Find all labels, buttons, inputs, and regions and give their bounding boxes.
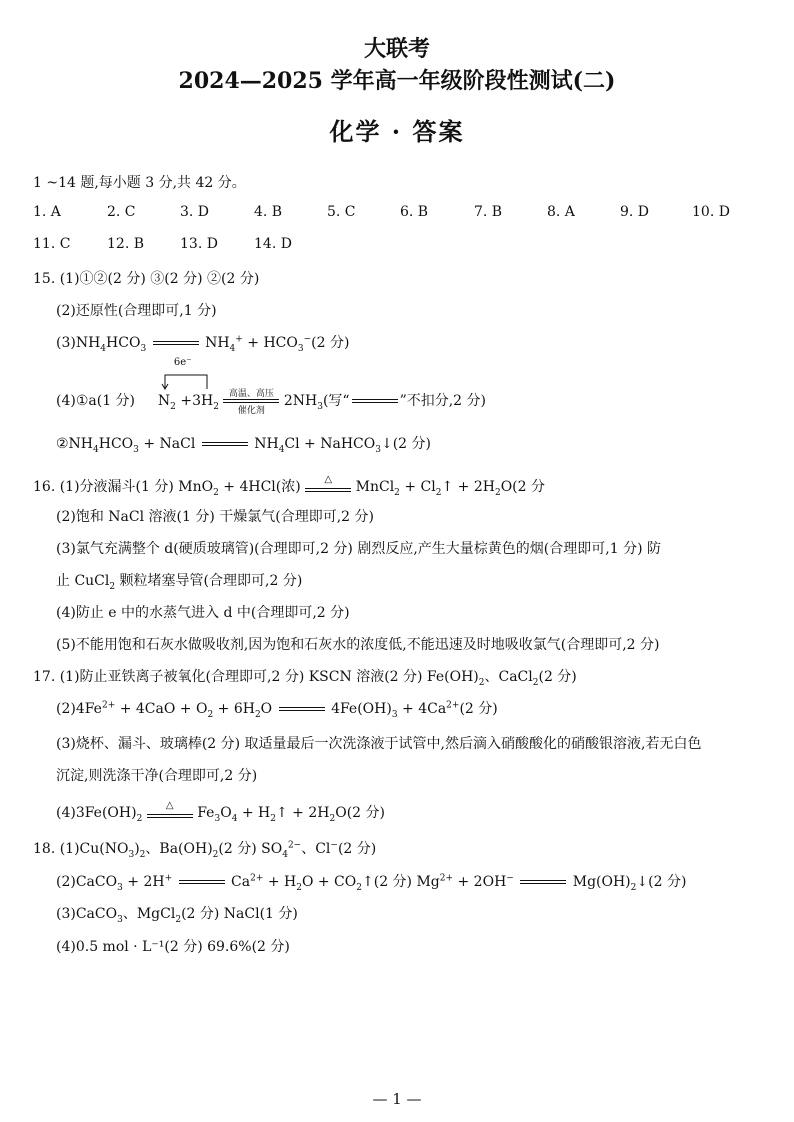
equals-sign [279,702,325,716]
q16-line-6: (5)不能用饱和石灰水做吸收剂,因为饱和石灰水的浓度低,不能迅速及时地吸收氯气(合理即可,2 分) [56,637,660,653]
q17-line-2: $(2)4Fe^{2+} + 4CaO + O_2 + 6H_2O$ $4Fe(OH)_3 + 4Ca^{2+}(2$ 分) [56,700,498,720]
electron-transfer-arrow-icon [161,367,211,391]
q18-line-1: 18. $(1)Cu(NO_3)_2$、$Ba(OH)_2(2$ 分) $SO_4^{2-}$、Cl−(2 分) [33,840,377,860]
exam-name: 大联考 [363,36,430,62]
mc-answer: 14. D [254,236,292,252]
q15-line-2: (2)还原性(合理即可,1 分) [56,303,217,319]
mc-answer: 7. B [474,204,503,220]
page-number: — 1 — [372,1090,422,1108]
q16-line-2: (2)饱和 NaCl 溶液(1 分) 干燥氯气(合理即可,2 分) [56,509,374,525]
reaction-condition: 高温、高压 催化剂 [223,386,279,416]
equals-sign [153,336,199,350]
mc-answer: 11. C [33,236,71,252]
q18-line-3: (3)CaCO$_3$、MgCl$_2$(2 分) NaCl(1 分) [56,906,298,925]
equals-sign [520,875,566,889]
q16-line-3: (3)氯气充满整个 d(硬质玻璃管)(合理即可,2 分) 剧烈反应,产生大量棕黄色的烟(合理即可,1 分) 防 [56,541,661,557]
equals-sign [179,875,225,889]
mc-answer: 9. D [620,204,650,220]
q17-line-5: $(4)3Fe(OH)_2$ △ $Fe_3O_4$ + $H_2↑ + 2H_2O(2$ 分) [56,800,385,826]
q16-line-1: 16. (1)分液漏斗(1 分) MnO$_2$ + 4HCl(浓) △ MnCl$_2$ + $Cl_2↑ + 2H_2O(2$ 分 [33,474,545,500]
q18-line-4: (4)0.5 mol · L⁻¹(2 分) 69.6%(2 分) [56,939,290,955]
q16-line-5: (4)防止 e 中的水蒸气进入 d 中(合理即可,2 分) [56,605,350,621]
mc-answer: 1. A [33,204,61,220]
q18-line-2: (2)CaCO$_3$ + 2H+ $Ca^{2+} + H_2O$ + $CO_2↑(2$ 分) $Mg^{2+} + 2OH^-$ $Mg(OH)_2↓(2$ 分) [56,873,687,893]
mc-answer: 4. B [254,204,283,220]
mc-answer: 12. B [107,236,145,252]
answer-subtitle: 化学 · 答案 [329,117,465,146]
heating-condition: △ [147,800,193,826]
q17-line-3: (3)烧杯、漏斗、玻璃棒(2 分) 取适量最后一次洗涤液于试管中,然后滴入硝酸酸化的硝酸银溶液,若无白色 [56,736,702,752]
mc-answer: 5. C [327,204,356,220]
mc-answer: 2. C [107,204,136,220]
mc-answer: 10. D [692,204,730,220]
q15-line-1: 15. (1)①②(2 分) ③(2 分) ②(2 分) [33,271,260,287]
electron-transfer-label: 6e⁻ [173,357,192,368]
q15-line-3: $(3)NH_4HCO_3$ $NH_4^+ + HCO_3^-(2$ 分) [56,334,350,354]
mc-intro: 1 ~14 题,每小题 3 分,共 42 分。 [33,175,246,191]
equals-sign [202,437,248,451]
mc-answer: 6. B [400,204,429,220]
q17-line-1: 17. (1)防止亚铁离子被氧化(合理即可,2 分) KSCN 溶液(2 分) $Fe(OH)_2$、CaCl$_2$(2 分) [33,669,577,688]
mc-answer: 13. D [180,236,218,252]
q15-line-5: $②NH_4HCO_3$ + NaCl $NH_4Cl$ + NaHCO$_3$↓(2 分) [56,436,431,455]
equals-sign [352,394,398,408]
mc-answer: 8. A [547,204,575,220]
q17-line-4: 沉淀,则洗涤干净(合理即可,2 分) [56,768,258,784]
heating-condition: △ [305,474,351,500]
mc-answer: 3. D [180,204,210,220]
exam-title: 2024—2025 学年高一年级阶段性测试(二) [178,68,616,94]
q16-line-4: 止 CuCl$_2$ 颗粒堵塞导管(合理即可,2 分) [56,573,303,592]
q15-line-4: (4)①a(1 分) 6e⁻ $N_2 +3H_2$ 高温、高压 催化剂 $2NH_3$(写“ ”不扣分,2 分) [56,357,487,416]
